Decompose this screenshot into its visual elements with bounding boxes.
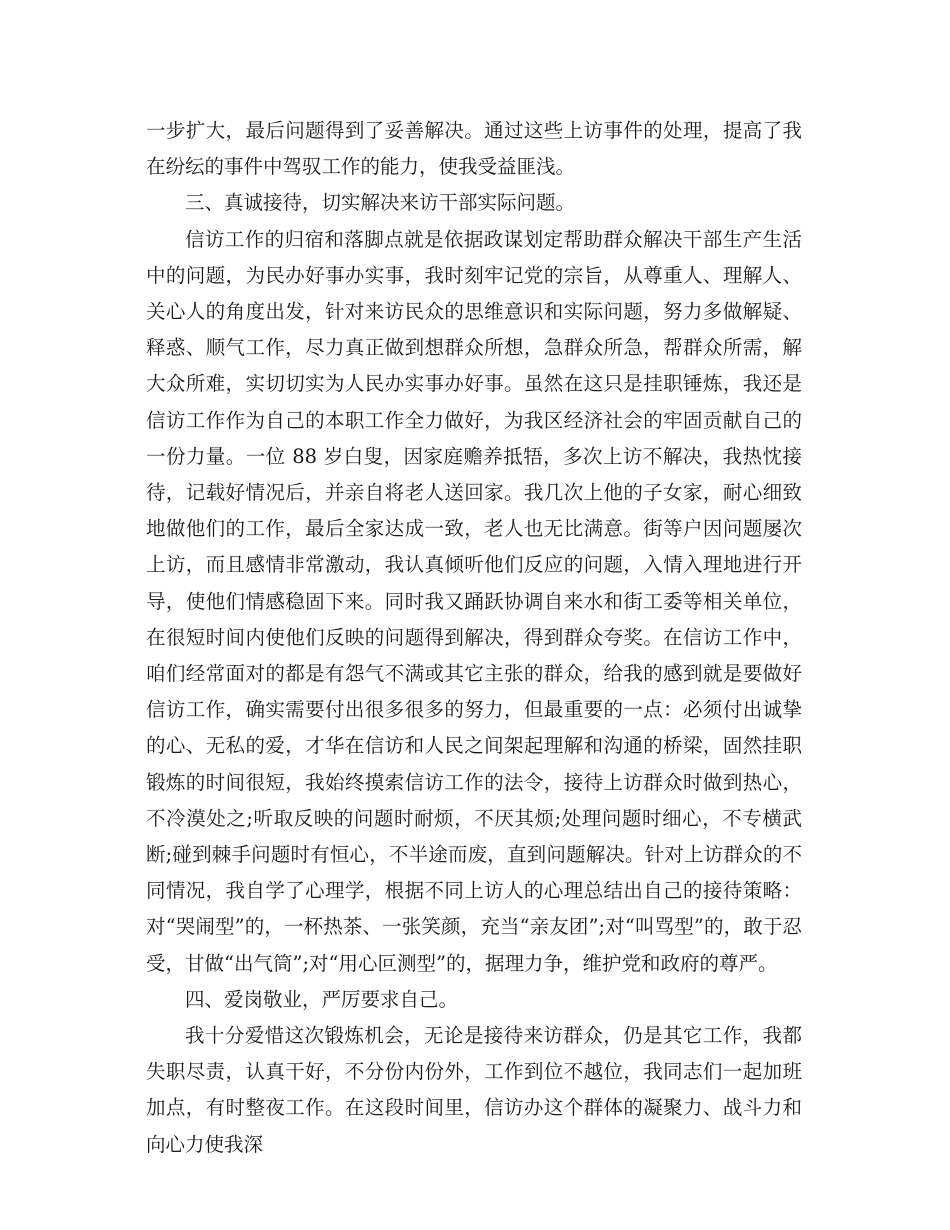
section-heading-four: 四、爱岗敬业，严厉要求自己。 [185,987,459,1011]
document-page [146,113,802,1163]
paragraph-body: 我十分爱惜这次锻炼机会，无论是接待来访群众，仍是其它工作，我都失职尽责，认真干好，不分份内份外，工作到位不越位，我同志们一起加班加点，有时整夜工作。在这段时间里，信访办这个群体的凝聚力、战斗力和向心力使我深 [146,1024,802,1156]
paragraph-body: 信访工作的归宿和落脚点就是依据政谋划定帮助群众解决干部生产生活中的问题，为民办好事办实事，我时刻牢记党的宗旨，从尊重人、理解人、关心人的角度出发，针对来访民众的思维意识和实际问题，努力多做解疑、释惑、顺气工作，尽力真正做到想群众所想，急群众所急，帮群众所需，解大众所难，实切切实为人民办实事办好事。虽然在这只是挂职锤炼，我还是信访工作作为自己的本职工作全力做好，为我区经济社会的牢固贡献自己的一份力量。一位 88 岁白叟，因家庭赡养抵牾，多次上访不解决，我热忱接待，记载好情况后，并亲自将老人送回家。我几次上他的子女家，耐心细致地做他们的工作，最后全家达成一致，老人也无比满意。街等户因问题屡次上访，而且感情非常激动，我认真倾听他们反应的问题，入情入理地进行开导，使他们情感稳固下来。同时我又踊跃协调自来水和街工委等相关单位，在很短时间内使他们反映的问题得到解决，得到群众夸奖。在信访工作中，咱们经常面对的都是有怨气不满或其它主张的群众，给我的感到就是要做好信访工作，确实需要付出很多很多的努力，但最重要的一点：必须付出诚挚的心、无私的爱，才华在信访和人民之间架起理解和沟通的桥梁，固然挂职锻炼的时间很短，我始终摸索信访工作的法令，接待上访群众时做到热心，不冷漠处之;听取反映的问题时耐烦，不厌其烦;处理问题时细心，不专横武断;碰到棘手问题时有恒心，不半途而废，直到问题解决。针对上访群众的不同情况，我自学了心理学，根据不同上访人的心理总结出自己的接待策略：对“哭闹型”的，一杯热茶、一张笑颜，充当“亲友团”;对“叫骂型”的，敢于忍受，甘做“出气筒”;对“用心叵测型”的，据理力争，维护党和政府的尊严。 [146,227,802,975]
section-heading-three: 三、真诚接待，切实解决来访干部实际问题。 [185,191,576,215]
paragraph-continuation: 一步扩大，最后问题得到了妥善解决。通过这些上访事件的处理，提高了我在纷纭的事件中驾驭工作的能力，使我受益匪浅。 [146,119,802,179]
